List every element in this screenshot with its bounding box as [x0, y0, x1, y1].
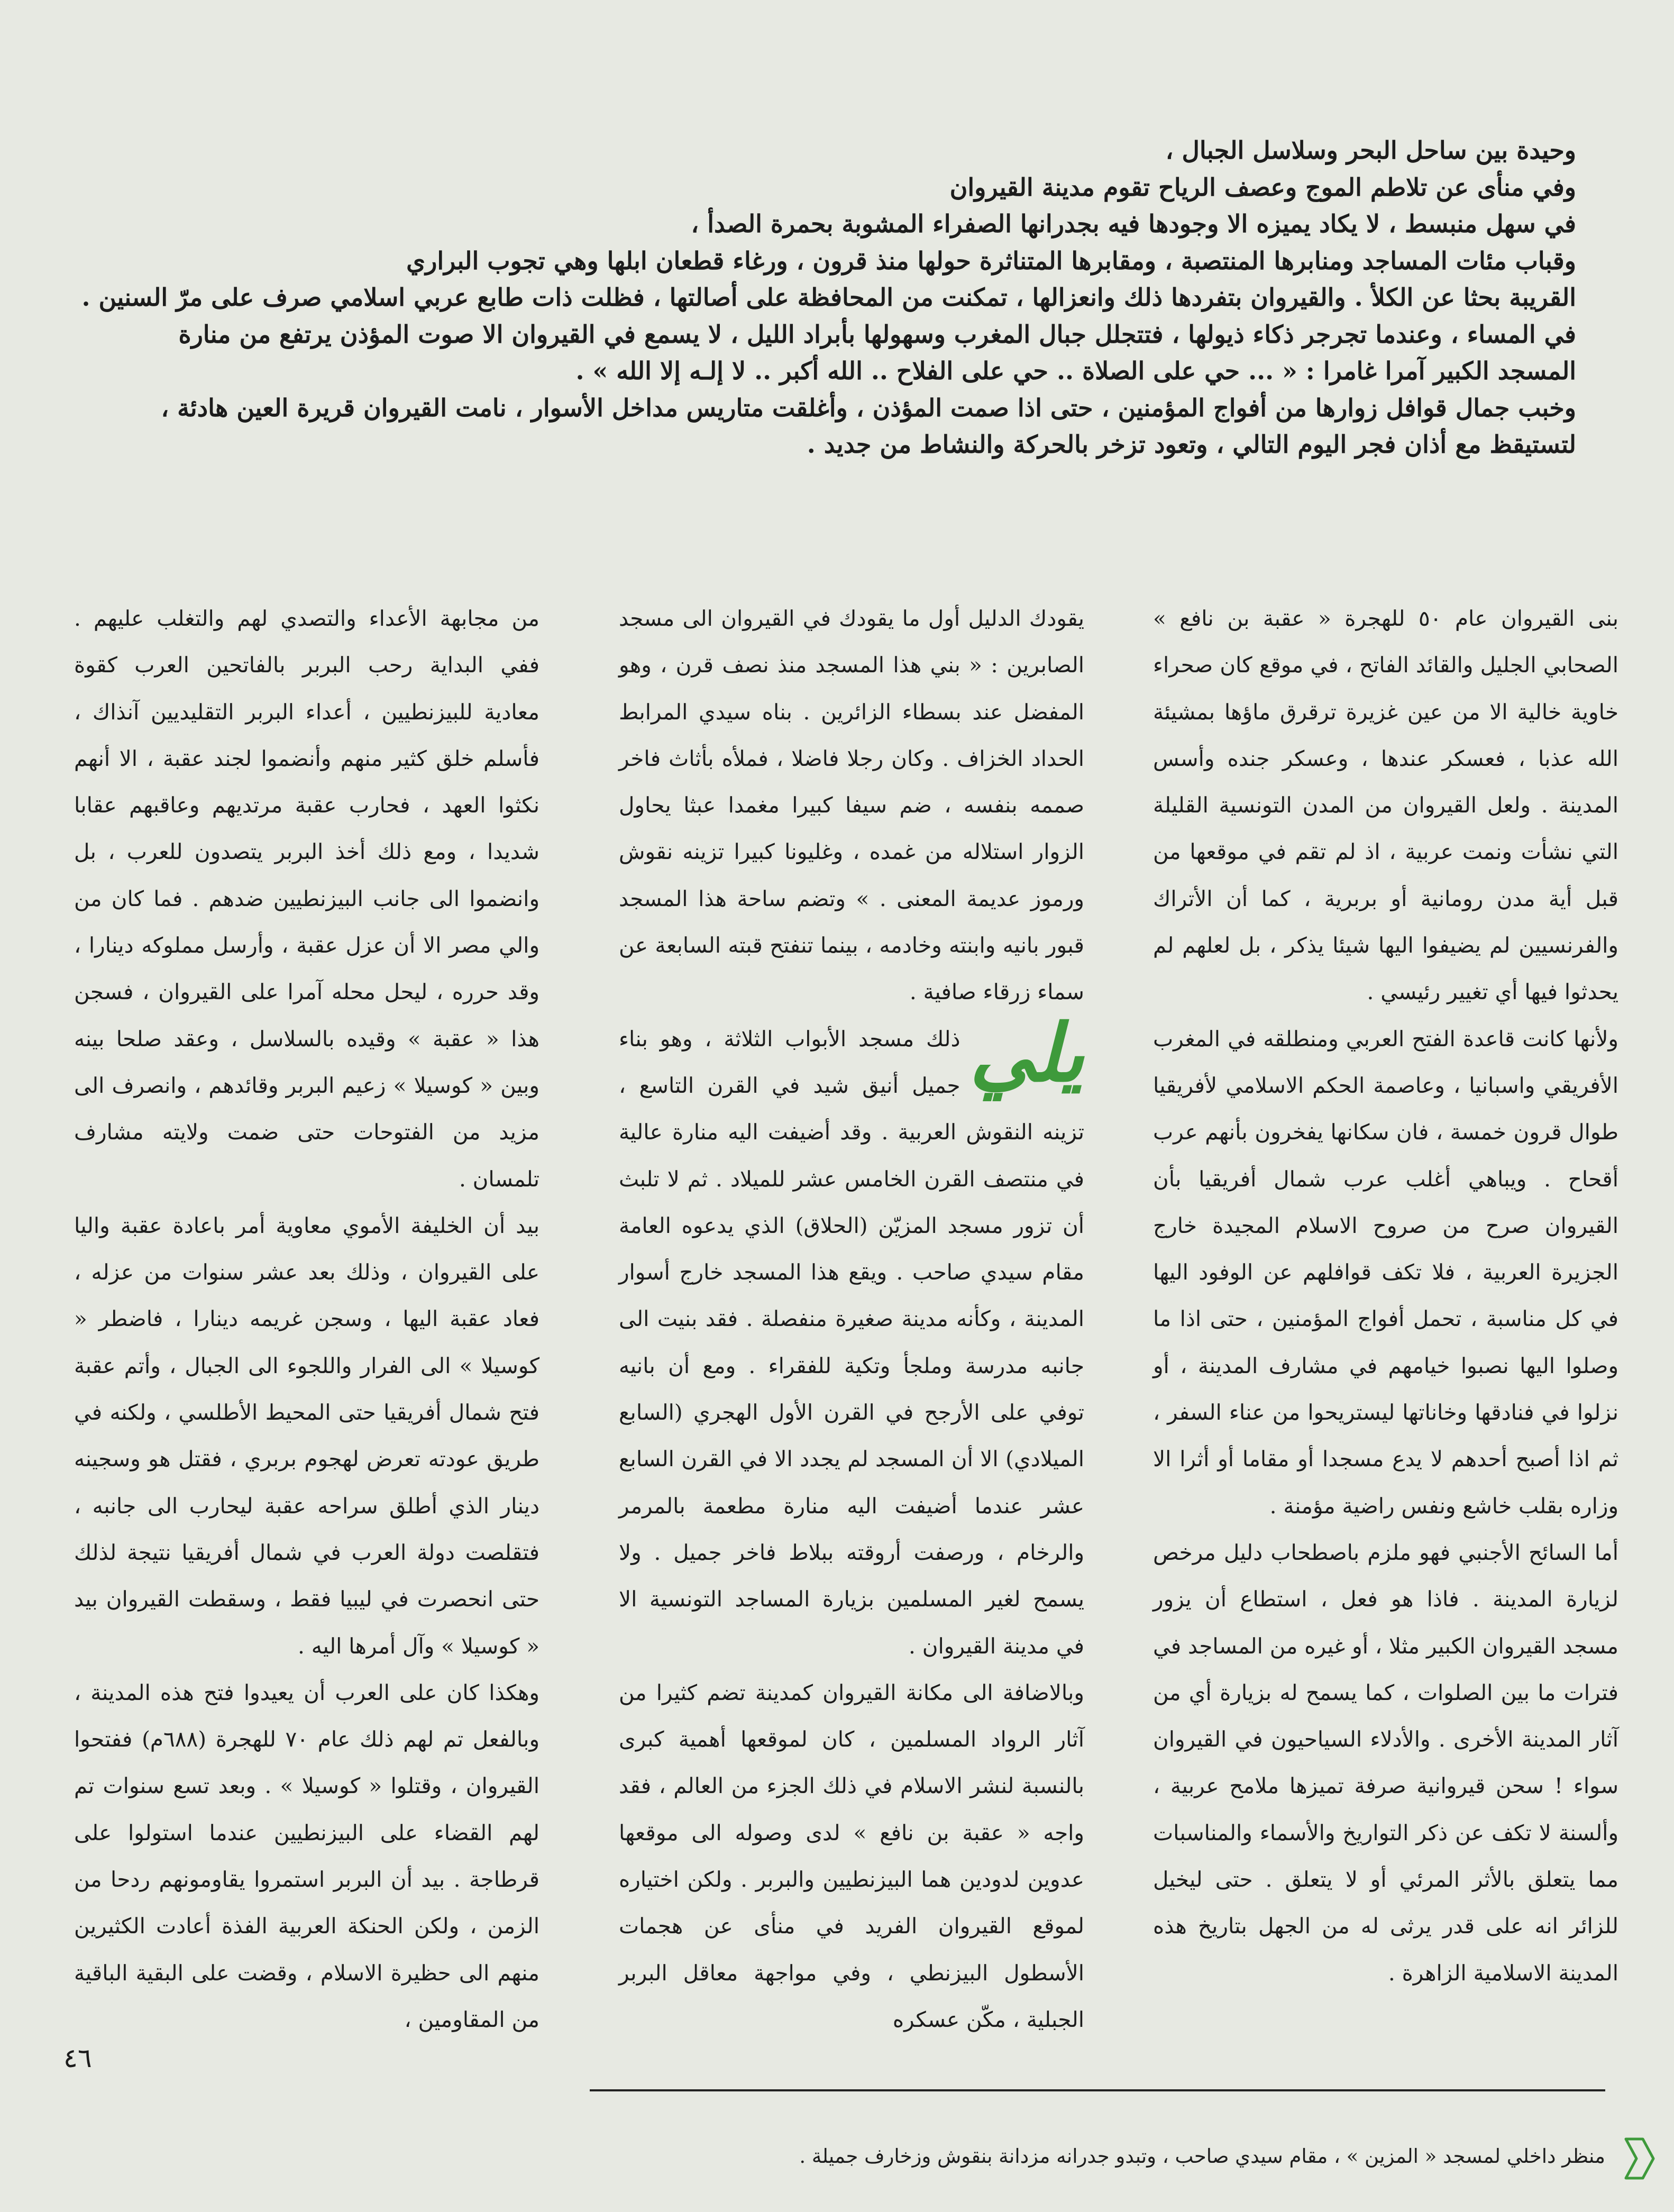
- intro-paragraph: [81, 132, 1576, 463]
- intro-line: في المساء ، وعندما تجرجر ذكاء ذيولها ، فتتجلل جبال المغرب وسهولها بأبراد الليل ، لا يسمع في القيروان الا صوت المؤذن يرتفع من منارة: [178, 319, 1576, 349]
- intro-line: وحيدة بين ساحل البحر وسلاسل الجبال ،: [1165, 136, 1576, 164]
- intro-line: وقباب مئات المساجد ومنابرها المنتصبة ، ومقابرها المتناثرة حولها منذ قرون ، ورغاء قطعان ابلها وهي تجوب البراري: [406, 246, 1576, 275]
- text-column-middle: [619, 595, 1084, 2032]
- column-paragraph: يقودك الدليل أول ما يقودك في القيروان الى مسجد الصابرين : « بني هذا المسجد منذ نصف قرن ، وهو المفضل عند بسطاء الزائرين . بناه سيدي المرابط الحداد الخزاف . وكان رجلا فاضلا ، فملأه بأثاث فاخر صممه بنفسه ، ضم سيفا كبيرا مغمدا عبثا يحاول الزوار استلاله من غمده ، وغليونا كبيرا تزينه نقوش ورموز عديمة المعنى . » وتضم ساحة هذا المسجد قبور بانيه وابنته وخادمه ، بينما تنفتح قبته السابعة عن سماء زرقاء صافية .: [619, 606, 1084, 1005]
- intro-line: المسجد الكبير آمرا غامرا : « ... حي على الصلاة .. حي على الفلاح .. الله أكبر .. لا إلـه إلا الله » .: [575, 357, 1576, 385]
- column-paragraph: ولأنها كانت قاعدة الفتح العربي ومنطلقه في المغرب الأفريقي واسبانيا ، وعاصمة الحكم الاسلامي لأفريقيا طوال قرون خمسة ، فان سكانها يفخرون بأنهم عرب أقحاح . ويباهي أغلب عرب شمال أفريقيا بأن القيروان صرح من صروح الاسلام المجيدة خارج الجزيرة العربية ، فلا تكف قوافلهم عن الوفود اليها في كل مناسبة ، تحمل أفواج المؤمنين ، حتى اذا ما وصلوا اليها نصبوا خيامهم في مشارف المدينة ، أو نزلوا في فنادقها وخاناتها ليستريحوا من عناء السفر ، ثم اذا أصبح أحدهم لا يدع مسجدا أو مقاما أو أثرا الا وزاره بقلب خاشع ونفس راضية مؤمنة .: [1153, 1026, 1618, 1519]
- column-paragraph: وبالاضافة الى مكانة القيروان كمدينة تضم كثيرا من آثار الرواد المسلمين ، كان لموقعها أهمية كبرى بالنسبة لنشر الاسلام في ذلك الجزء من العالم ، فقد واجه « عقبة بن نافع » لدى وصوله الى موقعها عدوين لدودين هما البيزنطيين والبربر . ولكن اختياره لموقع القيروان الفريد في منأى عن هجمات الأسطول البيزنطي ، وفي مواجهة معاقل البربر الجبلية ، مكّن عسكره: [619, 1679, 1084, 2032]
- column-paragraph: بيد أن الخليفة الأموي معاوية أمر باعادة عقبة واليا على القيروان ، وذلك بعد عشر سنوات من عزله ، فعاد عقبة اليها ، وسجن غريمه دينارا ، فاضطر « كوسيلا » الى الفرار واللجوء الى الجبال ، وأتم عقبة فتح شمال أفريقيا حتى المحيط الأطلسي ، ولكنه في طريق عودته تعرض لهجوم بربري ، فقتل هو وسجينه دينار الذي أطلق سراحه عقبة ليحارب الى جانبه ، فتقلصت دولة العرب في شمال أفريقيا نتيجة لذلك حتى انحصرت في ليبيا فقط ، وسقطت القيروان بيد « كوسيلا » وآل أمرها اليه .: [74, 1212, 539, 1659]
- column-paragraph: من مجابهة الأعداء والتصدي لهم والتغلب عليهم . ففي البداية رحب البربر بالفاتحين العرب كقوة معادية للبيزنطيين ، أعداء البربر التقليديين آنذاك ، فأسلم خلق كثير منهم وأنضموا لجند عقبة ، الا أنهم نكثوا العهد ، فحارب عقبة مرتديهم وعاقبهم عقابا شديدا ، ومع ذلك أخذ البربر يتصدون للعرب ، بل وانضموا الى جانب البيزنطيين ضدهم . فما كان من والي مصر الا أن عزل عقبة ، وأرسل مملوكه دينارا ، وقد حرره ، ليحل محله آمرا على القيروان ، فسجن هذا « عقبة » وقيده بالسلاسل ، وعقد صلحا بينه وبين « كوسيلا » زعيم البربر وقائدهم ، وانصرف الى مزيد من الفتوحات حتى ضمت ولايته مشارف تلمسان .: [74, 606, 539, 1192]
- column-paragraph: أما السائح الأجنبي فهو ملزم باصطحاب دليل مرخص لزيارة المدينة . فاذا هو فعل ، استطاع أن يزور مسجد القيروان الكبير مثلا ، أو غيره من المساجد في فترات ما بين الصلوات ، كما يسمح له بزيارة أي من آثار المدينة الأخرى . والأدلاء السياحيون في القيروان سواء ! سحن قيروانية صرفة تميزها ملامح عربية ، وألسنة لا تكف عن ذكر التواريخ والأسماء والمناسبات مما يتعلق بالأثر المرئي أو لا يتعلق . حتى ليخيل للزائر انه على قدر يرثى له من الجهل بتاريخ هذه المدينة الاسلامية الزاهرة .: [1153, 1539, 1618, 1986]
- arrow-outline-icon: [1624, 2137, 1655, 2180]
- column-paragraph: بنى القيروان عام ٥٠ للهجرة « عقبة بن نافع » الصحابي الجليل والقائد الفاتح ، في موقع كان صحراء خاوية خالية الا من عين غزيرة ترقرق ماؤها بمشيئة الله عذبا ، فعسكر عندها ، وعسكر جنده وأسس المدينة . ولعل القيروان من المدن التونسية القليلة التي نشأت ونمت عربية ، اذ لم تقم في موقعها من قبل أية مدن رومانية أو بربرية ، كما أن الأتراك والفرنسيين لم يضيفوا اليها شيئا يذكر ، بل لعلهم لم يحدثوا فيها أي تغيير رئيسي .: [1153, 606, 1618, 1005]
- intro-line: وفي منأى عن تلاطم الموج وعصف الرياح تقوم مدينة القيروان: [949, 172, 1576, 202]
- caption-divider: [590, 2089, 1605, 2091]
- text-column-left: [74, 595, 540, 2032]
- intro-line: وخبب جمال قوافل زوارها من أفواج المؤمنين ، حتى اذا صمت المؤذن ، وأغلقت متاريس مداخل الأسوار ، نامت القيروان قريرة العين هادئة ،: [161, 393, 1576, 422]
- text-column-right: [1153, 595, 1618, 2013]
- intro-line: في سهل منبسط ، لا يكاد يميزه الا وجودها فيه بجدرانها الصفراء المشوبة بحمرة الصدأ ،: [691, 209, 1576, 238]
- intro-line: القريبة بحثا عن الكلأ . والقيروان بتفردها ذلك وانعزالها ، تمكنت من المحافظة على أصالتها ، فظلت ذات طابع عربي اسلامي صرف على مرّ السنين .: [81, 283, 1576, 312]
- column-paragraph: [619, 1006, 1084, 1669]
- paragraph-text: ذلك مسجد الأبواب الثلاثة ، وهو بناء جميل أنيق شيد في القرن التاسع ، تزينه النقوش العربية . وقد أضيفت اليه منارة عالية في منتصف القرن الخامس عشر للميلاد . ثم لا تلبث أن تزور مسجد المزيّن (الحلاق) الذي يدعوه العامة مقام سيدي صاحب . ويقع هذا المسجد خارج أسوار المدينة ، وكأنه مدينة صغيرة منفصلة . فقد بنيت الى جانبه مدرسة وملجأ وتكية للفقراء . ومع أن بانيه توفي على الأرجح في القرن الأول الهجري (السابع الميلادي) الا أن المسجد لم يجدد الا في القرن السابع عشر عندما أضيفت اليه منارة مطعمة بالمرمر والرخام ، ورصفت أروقته ببلاط فاخر جميل . ولا يسمح لغير المسلمين بزيارة المساجد التونسية الا في مدينة القيروان .: [619, 1026, 1084, 1659]
- drop-cap: يلي: [969, 1006, 1084, 1100]
- photo-caption: منظر داخلي لمسجد « المزين » ، مقام سيدي صاحب ، وتبدو جدرانه مزدانة بنقوش وزخارف جميلة .: [799, 2145, 1605, 2168]
- column-paragraph: وهكذا كان على العرب أن يعيدوا فتح هذه المدينة ، وبالفعل تم لهم ذلك عام ٧٠ للهجرة (٦٨٨م) ففتحوا القيروان ، وقتلوا « كوسيلا » . وبعد تسع سنوات تم لهم القضاء على البيزنطيين عندما استولوا على قرطاجة . بيد أن البربر استمروا يقاومونهم ردحا من الزمن ، ولكن الحنكة العربية الفذة أعادت الكثيرين منهم الى حظيرة الاسلام ، وقضت على البقية الباقية من المقاومين ،: [74, 1679, 540, 2032]
- intro-line: لتستيقظ مع أذان فجر اليوم التالي ، وتعود تزخر بالحركة والنشاط من جديد .: [807, 430, 1576, 459]
- page-number: ٤٦: [63, 2043, 92, 2073]
